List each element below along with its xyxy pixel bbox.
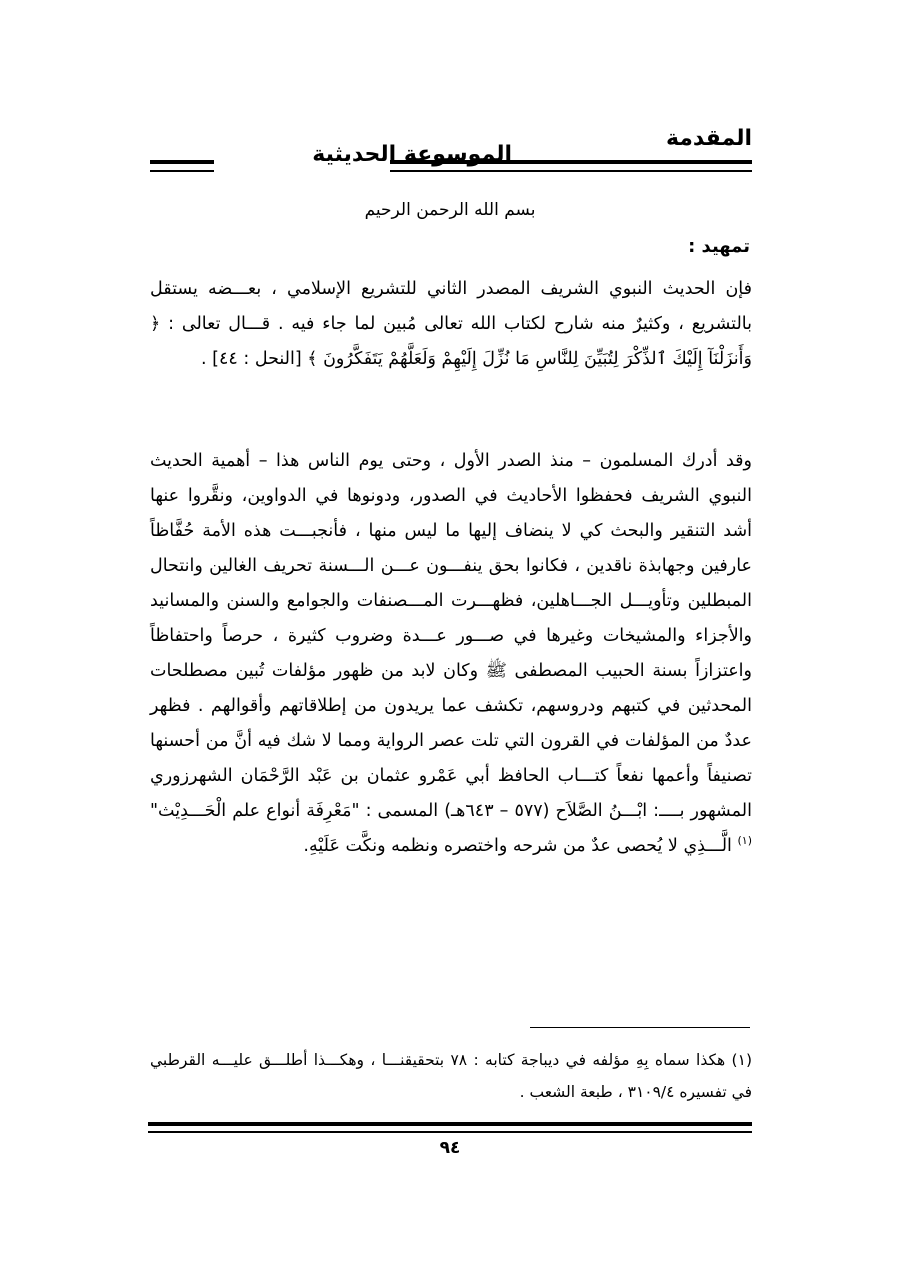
paragraph-intro: [150, 272, 752, 377]
header-rule-short: [150, 160, 214, 172]
basmala: بسم الله الرحمن الرحيم: [364, 200, 536, 220]
footnote-marker: (١): [737, 834, 752, 848]
verse-reference: [النحل : ٤٤] .: [201, 349, 308, 369]
footer-rule: [148, 1122, 752, 1133]
encyclopedia-title: الموسوعة الحديثية: [312, 142, 512, 167]
footnote: (١) هكذا سماه بِهِ مؤلفه في ديباجة كتابه : ٧٨ بتحقيقنـــا ، وهكـــذا أطلـــق عليـــه القرطبي في تفسيره ٣١٠٩/٤ ، طبعة الشعب .: [150, 1051, 752, 1101]
footnote-separator: [530, 1027, 750, 1028]
running-header: [150, 142, 752, 172]
paragraph-history-text: وقد أدرك المسلمون – منذ الصدر الأول ، وحتى يوم الناس هذا – أهمية الحديث النبوي الشريف فحفظوا الأحاديث في الصدور، ودونوها في الدواوين، ونقَّروا عنها أشد التنقير والبحث كي لا ينضاف إليها ما ليس منها ، فأنجبـــت هذه الأمة حُفَّاظاً عارفين وجهابذة ناقدين ، فكانوا بحق ينفـــون عـــن الـــسنة تحريف الغالين وانتحال المبطلين وتأويـــل الجـــاهلين، فظهـــرت المـــصنفات والجوامع والسنن والمسانيد والأجزاء والمشيخات وغيرها في صـــور عـــدة وضروب كثيرة ، حرصاً واحتفاظاً واعتزازاً بسنة الحبيب المصطفى ﷺ وكان لابد من ظهور مؤلفات تُبين مصطلحات المحدثين في كتبهم ودروسهم، تكشف عما يريدون من إطلاقاتهم وأقوالهم . فظهر عددٌ من المؤلفات في القرون التي تلت عصر الرواية ومما لا شك فيه أنَّ من أحسنها تصنيفاً وأعمها نفعاً كتـــاب الحافظ أبي عَمْرو عثمان بن عَبْد الرَّحْمَان الشهرزوري المشهور بــــ: ابْـــنُ الصَّلاَح (٥٧٧ – ٦٤٣هـ) المسمى : "مَعْرِفَة أنواع علم الْحَـــدِيْث": [150, 451, 752, 821]
page-number: ٩٤: [439, 1138, 461, 1158]
paragraph-history: [150, 444, 752, 864]
section-title: المقدمة: [665, 126, 752, 151]
quran-verse: ﴿ وَأَنزَلْنَآ إِلَيْكَ ٱلذِّكْرَ لِتُبَيِّنَ لِلنَّاسِ مَا نُزِّلَ إِلَيْهِمْ وَلَعَلَّهُمْ يَتَفَكَّرُونَ ﴾: [150, 314, 752, 369]
section-heading: تمهيد :: [688, 236, 750, 257]
paragraph-intro-text: فإن الحديث النبوي الشريف المصدر الثاني للتشريع الإسلامي ، بعـــضه يستقل بالتشريع ، وكثيرٌ منه شارح لكتاب الله تعالى مُبين لما جاء فيه . قـــال تعالى :: [150, 279, 752, 334]
paragraph-history-tail: الَّـــذِي لا يُحصى عدٌ من شرحه واختصره ونظمه ونكَّت عَلَيْهِ.: [303, 836, 738, 856]
